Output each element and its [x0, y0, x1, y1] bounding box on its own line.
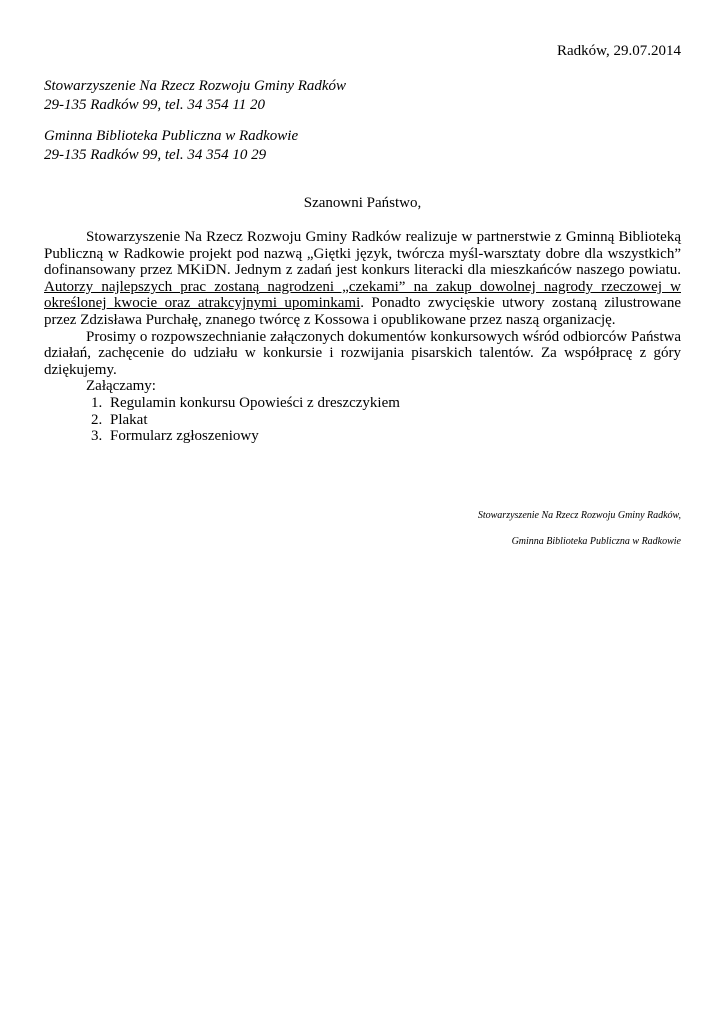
paragraph-project-intro: Stowarzyszenie Na Rzecz Rozwoju Gminy Radków realizuje w partnerstwie z Gminną Biblioteką Publiczną w Radkowie projekt pod nazwą „Giętki język, twórcza myśl-warsztaty dobre dla wszystkich” dofinansowany przez MKiDN. Jednym z zadań jest konkurs literacki dla mieszkańców naszego powiatu.	[44, 229, 681, 279]
attachments-list	[44, 395, 681, 445]
attachment-item: 1. Regulamin konkursu Opowieści z dreszczykiem	[106, 395, 681, 412]
attachments-label: Załączamy:	[86, 378, 156, 395]
sender-library	[44, 127, 298, 165]
signature-library: Gminna Biblioteka Publiczna w Radkowie	[511, 536, 681, 547]
prize-info-underlined: Autorzy najlepszych prac zostaną nagrodzeni „czekami” na zakup dowolnej nagrody rzeczowej w określonej kwocie oraz atrakcyjnymi upominkami	[44, 278, 681, 312]
sender-name: Stowarzyszenie Na Rzecz Rozwoju Gminy Radków	[44, 78, 347, 94]
paragraph-request: Prosimy o rozpowszechnianie załączonych dokumentów konkursowych wśród odbiorców Państwa działań, zachęcenie do udziału w konkursie i rozwijania pisarskich talentów. Za współpracę z góry dziękujemy.	[44, 328, 681, 378]
greeting: Szanowni Państwo,	[303, 195, 422, 211]
attachment-item: 3. Formularz zgłoszeniowy	[106, 428, 681, 445]
paragraph-project-outro: . Ponadto zwycięskie utwory zostaną zilustrowane przez Zdzisława Purchałę, znanego twórcę z Kossowa i opublikowane przez naszą organizację.	[44, 295, 682, 328]
attachment-item: 2. Plakat	[106, 412, 681, 429]
signature-association: Stowarzyszenie Na Rzecz Rozwoju Gminy Radków,	[477, 510, 681, 521]
date-line: Radków, 29.07.2014	[556, 43, 681, 59]
sender-address: 29-135 Radków 99, tel. 34 354 10 29	[44, 147, 267, 163]
letter-body	[44, 229, 681, 445]
sender-address: 29-135 Radków 99, tel. 34 354 11 20	[44, 97, 265, 113]
sender-name: Gminna Biblioteka Publiczna w Radkowie	[44, 128, 299, 144]
sender-association	[44, 77, 346, 115]
paragraph-project	[44, 229, 681, 329]
